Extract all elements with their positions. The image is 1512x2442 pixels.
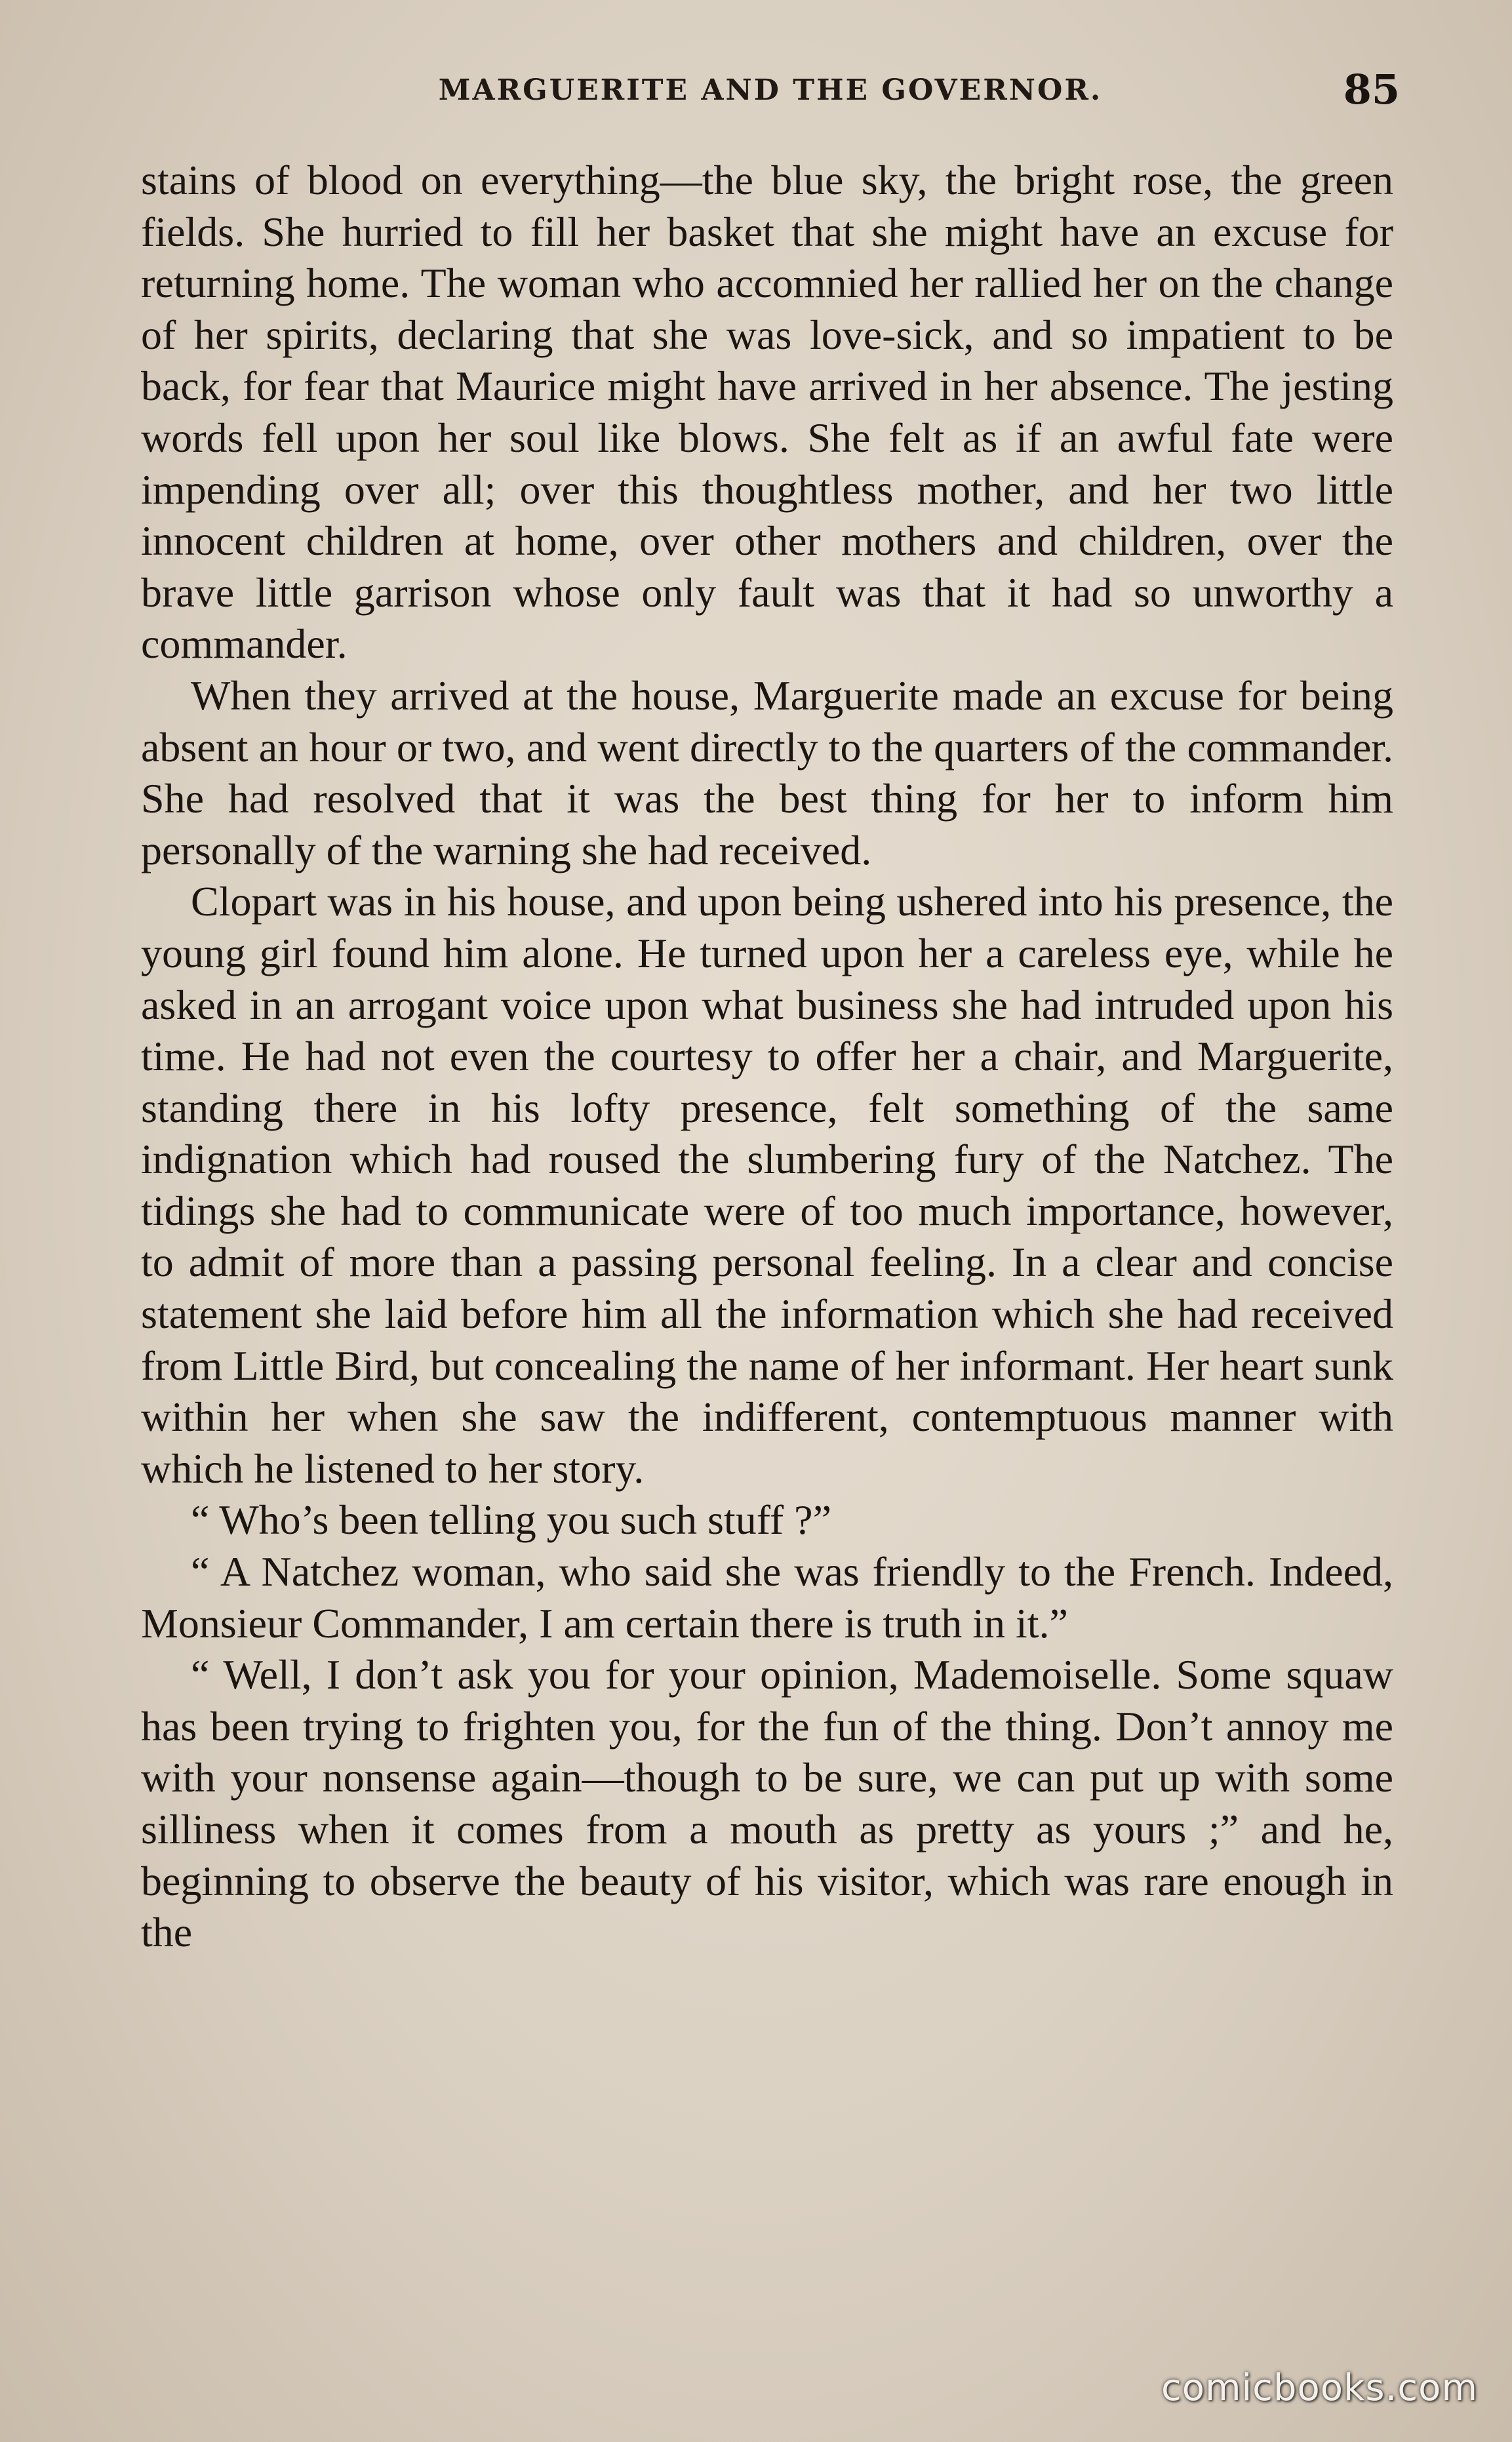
watermark: comicbooks.com [1161, 2367, 1478, 2409]
dialogue-paragraph: “ Who’s been telling you such stuff ?” [191, 1496, 831, 1544]
running-head: MARGUERITE AND THE GOVERNOR. [438, 73, 1103, 107]
paragraph: When they arrived at the house, Marguerite made an excuse for being absent an hour or two, and went directly to the quarters of the commander. She had resolved that it was the best thing for her to inform him personally of the warning she had received. [141, 671, 1393, 873]
page-header [141, 66, 1400, 125]
dialogue-paragraph: “ A Natchez woman, who said she was friendly to the French. Indeed, Monsieur Commander, I am certain there is truth in it.” [141, 1548, 1393, 1647]
paragraph: Clopart was in his house, and upon being ushered into his presence, the young girl found him alone. He turned upon her a careless eye, while he asked in an arrogant voice upon what business she had intruded upon his time. He had not even the courtesy to offer her a chair, and Marguerite, standing there in his lofty presence, felt something of the same indignation which had roused the slumbering fury of the Natchez. The tidings she had to communicate were of too much importance, however, to admit of more than a passing personal feeling. In a clear and concise statement she laid before him all the information which she had received from Little Bird, but concealing the name of her informant. Her heart sunk within her when she saw the indifferent, contemptuous manner with which he listened to her story. [141, 878, 1393, 1492]
dialogue-paragraph: “ Well, I don’t ask you for your opinion, Mademoiselle. Some squaw has been trying to frighten you, for the fun of the thing. Don’t annoy me with your nonsense again—though to be sure, we can put up with some silliness when it comes from a mouth as pretty as yours ;” and he, beginning to observe the beauty of his visitor, which was rare enough in the [141, 1651, 1393, 1956]
paragraph-continued: stains of blood on everything—the blue sky, the bright rose, the green fields. She hurried to fill her basket that she might have an excuse for returning home. The woman who accomnied her rallied her on the change of her spirits, declaring that she was love-sick, and so impatient to be back, for fear that Maurice might have arrived in her absence. The jesting words fell upon her soul like blows. She felt as if an awful fate were impending over all; over this thoughtless mother, and her two little innocent children at home, over other mothers and children, over the brave little garrison whose only fault was that it had so unworthy a commander. [141, 157, 1393, 668]
body-text [141, 155, 1393, 1959]
page-number: 85 [1343, 66, 1400, 113]
